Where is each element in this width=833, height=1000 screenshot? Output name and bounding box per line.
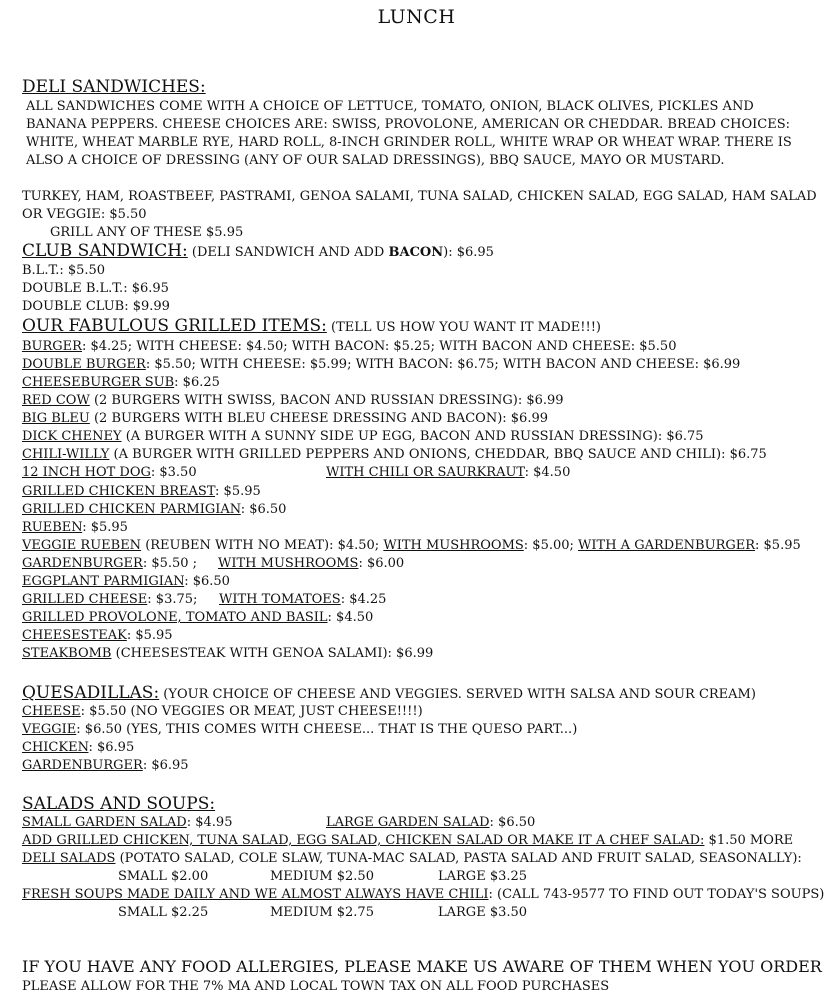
grilled-cheese-option	[219, 591, 386, 609]
item-name: FRESH SOUPS MADE DAILY AND WE ALMOST ALWAYS HAVE CHILI	[22, 887, 489, 902]
item-rest: : $4.25; WITH CHEESE: $4.50; WITH BACON: $5.25; WITH BACON AND CHEESE: $5.50	[81, 339, 677, 354]
club-desc-b: ): $6.95	[443, 245, 494, 260]
list-item	[22, 410, 548, 428]
item-name: SMALL GARDEN SALAD	[22, 815, 187, 830]
item-name: DOUBLE BURGER	[22, 357, 146, 372]
item-name: RUEBEN	[22, 520, 83, 535]
size-small: SMALL $2.00	[118, 869, 209, 884]
item-rest: (POTATO SALAD, COLE SLAW, TUNA-MAC SALAD, PASTA SALAD AND FRUIT SALAD, SEASONALLY):	[115, 851, 802, 866]
veggie-rueben-item	[22, 537, 801, 555]
item-rest: : $5.50 (NO VEGGIES OR MEAT, JUST CHEESE!!!!)	[80, 704, 423, 719]
list-item	[22, 645, 433, 663]
small-garden-item	[22, 814, 232, 832]
item-name: DICK CHENEY	[22, 429, 122, 444]
item-name: RED COW	[22, 393, 90, 408]
deli-salads-item	[22, 850, 802, 868]
soups-item	[22, 886, 824, 904]
list-item	[22, 757, 189, 775]
item-rest: (REUBEN WITH NO MEAT): $4.50;	[141, 538, 384, 553]
item-rest: : $5.95	[82, 520, 128, 535]
item-rest: (2 BURGERS WITH SWISS, BACON AND RUSSIAN DRESSING): $6.99	[89, 393, 564, 408]
size-large: LARGE $3.50	[438, 905, 528, 920]
deli-meats: TURKEY, HAM, ROASTBEEF, PASTRAMI, GENOA SALAMI, TUNA SALAD, CHICKEN SALAD, EGG SALAD, HAM SALAD OR VEGGIE: $5.50	[22, 189, 817, 222]
grilled-cheese-item	[22, 591, 197, 609]
deli-heading: DELI SANDWICHES:	[22, 77, 206, 97]
item-option: WITH A GARDENBURGER	[578, 538, 756, 553]
item-name: GARDENBURGER	[22, 758, 143, 773]
item-rest: : $6.95	[88, 740, 135, 755]
item-rest: (A BURGER WITH GRILLED PEPPERS AND ONIONS, CHEDDAR, BBQ SAUCE AND CHILI): $6.75	[109, 447, 767, 462]
item-name: STEAKBOMB	[22, 646, 112, 661]
list-item	[22, 374, 220, 392]
item-name: CHEESEBURGER SUB	[22, 375, 175, 390]
quesadillas-heading: QUESADILLAS:	[22, 683, 160, 703]
item-name: GRILLED CHICKEN PARMIGIAN	[22, 502, 241, 517]
allergy-notice: IF YOU HAVE ANY FOOD ALLERGIES, PLEASE MAKE US AWARE OF THEM WHEN YOU ORDER	[22, 957, 822, 976]
item-name: ADD GRILLED CHICKEN, TUNA SALAD, EGG SALAD, CHICKEN SALAD OR MAKE IT A CHEF SALAD:	[22, 833, 705, 848]
list-item	[22, 501, 286, 519]
item-rest: : $6.50 (YES, THIS COMES WITH CHEESE... THAT IS THE QUESO PART...)	[76, 722, 578, 737]
list-item	[22, 739, 134, 757]
item-rest: : $4.25	[340, 592, 387, 607]
item-name: WITH CHILI OR SAURKRAUT	[326, 465, 525, 480]
item-name: BURGER	[22, 339, 82, 354]
size-large: LARGE $3.25	[438, 869, 528, 884]
item-rest: : $5.95	[215, 484, 261, 499]
list-item: B.L.T.: $5.50	[22, 263, 106, 278]
item-rest: (CHEESESTEAK WITH GENOA SALAMI): $6.99	[111, 646, 434, 661]
list-item	[22, 609, 373, 627]
item-name: LARGE GARDEN SALAD	[326, 815, 490, 830]
item-rest: : $4.50	[327, 610, 374, 625]
item-rest: : $4.95	[186, 815, 233, 830]
item-rest: : $5.50; WITH CHEESE: $5.99; WITH BACON: $6.75; WITH BACON AND CHEESE: $6.99	[145, 357, 741, 372]
deli-description: ALL SANDWICHES COME WITH A CHOICE OF LETTUCE, TOMATO, ONION, BLACK OLIVES, PICKLES AND BANANA PEPPERS. CHEESE CHOICES ARE: SWISS, PROVOLONE, AMERICAN OR CHEDDAR. BREAD CHOICES: WHITE, WHEAT MARBLE RYE, HARD ROLL, 8-INCH GRINDER ROLL, WHITE WRAP OR WHEAT WRAP. THERE IS ALSO A CHOICE OF DRESSING (ANY OF OUR SALAD DRESSINGS), BBQ SAUCE, MAYO OR MUSTARD.	[26, 99, 792, 168]
item-rest: : $5.95	[126, 628, 173, 643]
list-item	[22, 573, 230, 591]
page-title: LUNCH	[377, 6, 456, 28]
item-name: GRILLED CHICKEN BREAST	[22, 484, 216, 499]
item-rest: : $5.95	[755, 538, 801, 553]
list-item	[22, 627, 173, 645]
deli-grill: GRILL ANY OF THESE $5.95	[50, 225, 244, 240]
size-medium: MEDIUM $2.75	[270, 905, 374, 920]
list-item	[22, 721, 577, 739]
item-name: GRILLED PROVOLONE, TOMATO AND BASIL	[22, 610, 328, 625]
item-rest: : (CALL 743-9577 TO FIND OUT TODAY'S SOUPS)	[488, 887, 825, 902]
item-rest: : $5.00;	[523, 538, 579, 553]
gardenburger-option	[218, 555, 404, 573]
item-rest: (2 BURGERS WITH BLEU CHEESE DRESSING AND BACON): $6.99	[89, 411, 548, 426]
size-small: SMALL $2.25	[118, 905, 209, 920]
club-heading: CLUB SANDWICH:	[22, 241, 188, 261]
hotdog-item	[22, 464, 197, 482]
hotdog-with	[326, 464, 570, 482]
salads-heading	[22, 795, 215, 813]
item-option: WITH MUSHROOMS	[218, 556, 359, 571]
list-item	[22, 483, 261, 501]
item-name: CHICKEN	[22, 740, 89, 755]
club-desc-a: (DELI SANDWICH AND ADD	[187, 245, 389, 260]
tax-notice: PLEASE ALLOW FOR THE 7% MA AND LOCAL TOWN TAX ON ALL FOOD PURCHASES	[22, 979, 610, 994]
item-name: VEGGIE	[22, 722, 77, 737]
item-rest: : $6.25	[174, 375, 220, 390]
large-garden-item	[326, 814, 535, 832]
item-name: EGGPLANT PARMIGIAN	[22, 574, 185, 589]
list-item	[22, 703, 423, 721]
club-line	[22, 242, 494, 262]
grilled-line	[22, 317, 601, 337]
list-item: DOUBLE B.L.T.: $6.95	[22, 281, 169, 296]
item-name: CHILI-WILLY	[22, 447, 110, 462]
gardenburger-item	[22, 555, 197, 573]
item-option: WITH TOMATOES	[219, 592, 341, 607]
salads-heading-text: SALADS AND SOUPS:	[22, 794, 216, 814]
item-rest: $1.50 MORE	[704, 833, 794, 848]
item-name: VEGGIE RUEBEN	[22, 538, 142, 553]
item-rest: : $4.50	[524, 465, 571, 480]
add-item	[22, 832, 793, 850]
item-rest: : $3.50	[150, 465, 197, 480]
list-item	[22, 428, 704, 446]
item-name: 12 INCH HOT DOG	[22, 465, 151, 480]
list-item	[22, 356, 740, 374]
item-name: CHEESE	[22, 704, 81, 719]
quesadillas-line	[22, 684, 756, 704]
item-rest: : $3.75;	[147, 592, 198, 607]
item-rest: : $6.00	[358, 556, 405, 571]
grilled-note: (TELL US HOW YOU WANT IT MADE!!!)	[326, 320, 602, 335]
item-name: GRILLED CHEESE	[22, 592, 148, 607]
list-item	[22, 519, 128, 537]
list-item	[22, 392, 564, 410]
item-option: WITH MUSHROOMS	[383, 538, 524, 553]
item-rest: (A BURGER WITH A SUNNY SIDE UP EGG, BACON AND RUSSIAN DRESSING): $6.75	[121, 429, 704, 444]
list-item: DOUBLE CLUB: $9.99	[22, 299, 170, 314]
size-medium: MEDIUM $2.50	[270, 869, 374, 884]
item-rest: : $6.50	[489, 815, 536, 830]
list-item	[22, 446, 767, 464]
item-rest: : $6.50	[184, 574, 230, 589]
list-item	[22, 338, 676, 356]
item-name: DELI SALADS	[22, 851, 116, 866]
club-desc-bold: BACON	[388, 245, 444, 260]
item-name: GARDENBURGER	[22, 556, 143, 571]
item-rest: : $5.50 ;	[142, 556, 198, 571]
item-rest: : $6.95	[142, 758, 189, 773]
item-rest: : $6.50	[240, 502, 287, 517]
grilled-heading: OUR FABULOUS GRILLED ITEMS:	[22, 316, 327, 336]
quesadillas-note: (YOUR CHOICE OF CHEESE AND VEGGIES. SERVED WITH SALSA AND SOUR CREAM)	[159, 687, 756, 702]
item-name: BIG BLEU	[22, 411, 90, 426]
item-name: CHEESESTEAK	[22, 628, 127, 643]
